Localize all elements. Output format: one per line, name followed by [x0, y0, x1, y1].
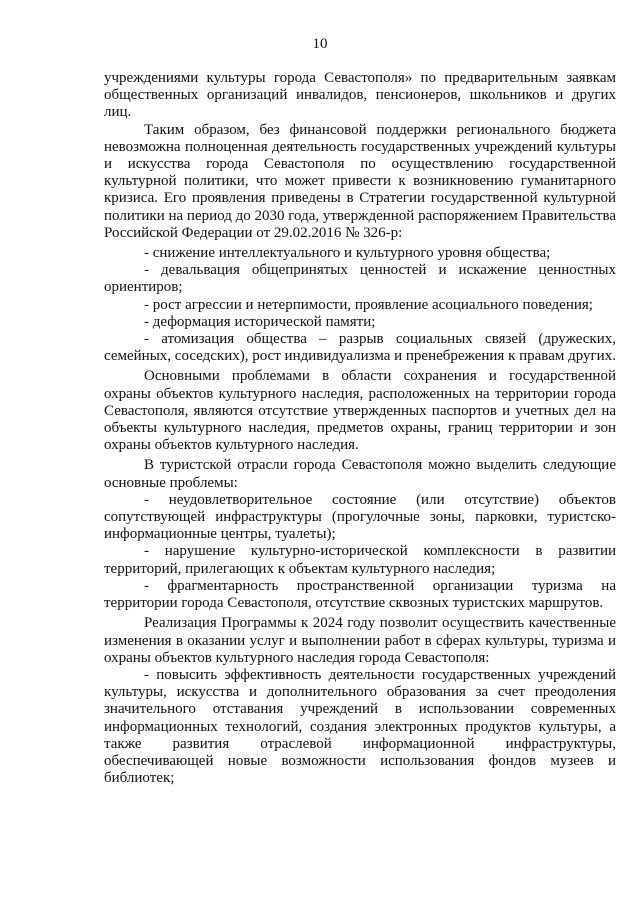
list-item: - рост агрессии и нетерпимости, проявление асоциального поведения;	[144, 296, 593, 313]
paragraph: Реализация Программы к 2024 году позволит осуществить качественные изменения в оказании услуг и выполнении работ в сферах культуры, туризма и охраны объектов культурного наследия города Севастополя:	[104, 615, 616, 666]
page-number: 10	[312, 36, 328, 52]
paragraph: учреждениями культуры города Севастополя» по предварительным заявкам общественных организаций инвалидов, пенсионеров, школьников и других лиц.	[104, 70, 616, 121]
document-body	[104, 70, 616, 787]
list-item: - девальвация общепринятых ценностей и искажение ценностных ориентиров;	[104, 262, 616, 296]
paragraph: Таким образом, без финансовой поддержки регионального бюджета невозможна полноценная деятельность государственных учреждений культуры и искусства города Севастополя по осуществлению государственной культурной политики, что может привести к возникновению гуманитарного кризиса. Его проявления приведены в Стратегии государственной культурной политики на период до 2030 года, утвержденной распоряжением Правительства Российской Федерации от 29.02.2016 № 326-р:	[104, 121, 616, 241]
list-item: - фрагментарность пространственной организации туризма на территории города Севастополя, отсутствие сквозных туристских маршрутов.	[104, 577, 616, 612]
list-item: - атомизация общества – разрыв социальных связей (дружеских, семейных, соседских), рост индивидуализма и пренебрежения к правам других.	[104, 331, 616, 365]
list-item: - деформация исторической памяти;	[144, 313, 376, 330]
list-item: - повысить эффективность деятельности государственных учреждений культуры, искусства и дополнительного образования за счет преодоления значительного отставания учреждений в использовании современных информационных технологий, создания электронных продуктов культуры, а также развития отраслевой информационной инфраструктуры, обеспечивающей новые возможности использования фондов музеев и библиотек;	[104, 666, 616, 787]
paragraph: Основными проблемами в области сохранения и государственной охраны объектов культурного наследия, расположенных на территории города Севастополя, являются отсутствие утвержденных паспортов и учетных дел на объекты культурного наследия, предметов охраны, границ территории и зон охраны объектов культурного наследия.	[104, 368, 616, 454]
list-item: - неудовлетворительное состояние (или отсутствие) объектов сопутствующей инфраструктуры (прогулочные зоны, парковки, туристско-информационные центры, туалеты);	[104, 491, 616, 543]
list-item: - нарушение культурно-исторической комплексности в развитии территорий, прилегающих к объектам культурного наследия;	[104, 543, 616, 577]
list-item: - снижение интеллектуального и культурного уровня общества;	[144, 245, 551, 262]
paragraph: В туристской отрасли города Севастополя можно выделить следующие основные проблемы:	[104, 457, 616, 491]
